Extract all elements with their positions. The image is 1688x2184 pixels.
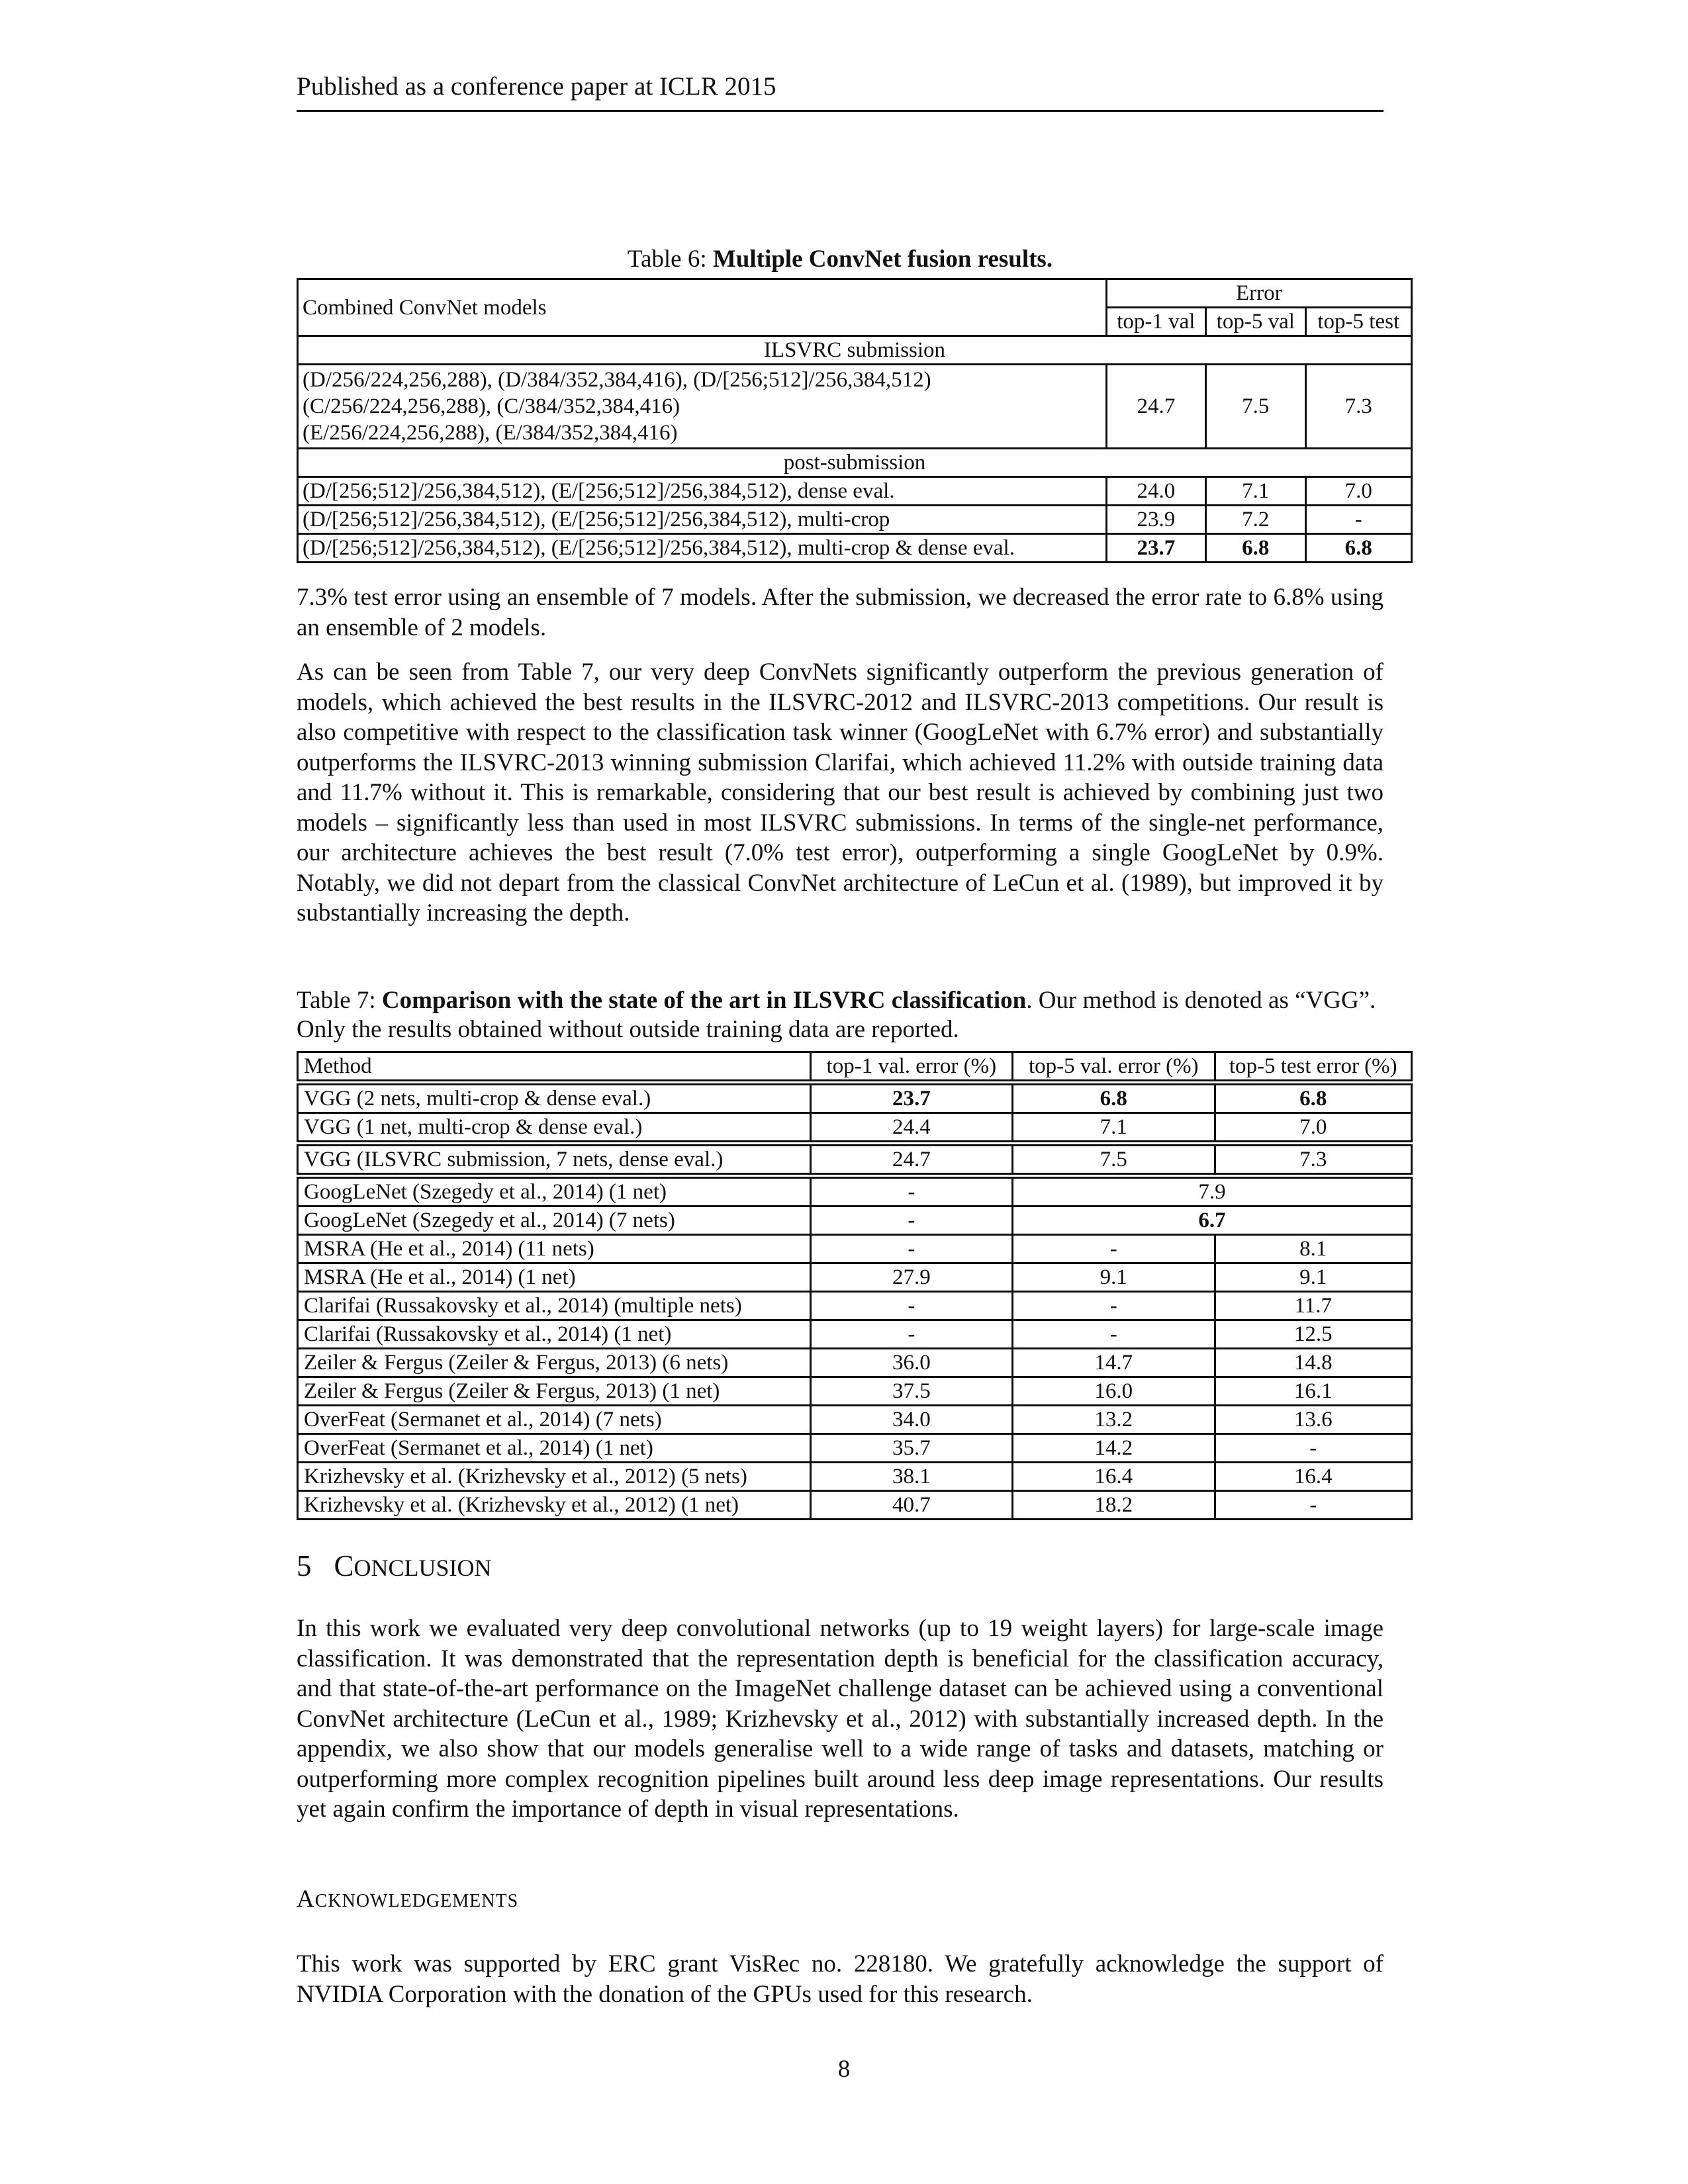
table7-top1-cell: - bbox=[810, 1176, 1012, 1206]
table7-method-cell: Krizhevsky et al. (Krizhevsky et al., 2012) (5 nets) bbox=[298, 1463, 811, 1491]
table7-top5val-cell: - bbox=[1013, 1292, 1215, 1320]
table7-row bbox=[298, 1434, 1412, 1463]
table7-top5val-cell: 7.5 bbox=[1013, 1144, 1215, 1176]
acknowledgements-rest: CKNOWLEDGEMENTS bbox=[314, 1891, 519, 1911]
paragraph-conclusion: In this work we evaluated very deep convolutional networks (up to 19 weight layers) for large-scale image classification. It was demonstrated that the representation depth is beneficial for the classification accuracy, and that state-of-the-art performance on the ImageNet challenge dataset can be achieved using a conventional ConvNet architecture (LeCun et al., 1989; Krizhevsky et al., 2012) with substantially increased depth. In the appendix, we also show that our models generalise well to a wide range of tasks and datasets, matching or outperforming more complex recognition pipelines built around less deep image representations. Our results yet again confirm the importance of depth in visual representations. bbox=[297, 1615, 1383, 1823]
table7-top5val-cell: - bbox=[1013, 1235, 1215, 1263]
section-number: 5 bbox=[297, 1549, 312, 1582]
table7-top5test-cell: 8.1 bbox=[1215, 1235, 1412, 1263]
table7-row bbox=[298, 1463, 1412, 1491]
table7-top5test-cell: - bbox=[1215, 1434, 1412, 1463]
table7-top5val-cell: 7.1 bbox=[1013, 1113, 1215, 1144]
page-number: 8 bbox=[837, 2056, 851, 2083]
table7-row bbox=[298, 1292, 1412, 1320]
table7-top5test-cell: 12.5 bbox=[1215, 1320, 1412, 1349]
table7-row bbox=[298, 1320, 1412, 1349]
table7-top1-cell: 40.7 bbox=[810, 1491, 1012, 1520]
table7 bbox=[297, 1051, 1413, 1520]
table6-section-row bbox=[298, 449, 1412, 477]
table7-top5test-cell: 13.6 bbox=[1215, 1406, 1412, 1434]
table7-top5test-cell: 9.1 bbox=[1215, 1263, 1412, 1292]
table7-method-cell: OverFeat (Sermanet et al., 2014) (1 net) bbox=[298, 1434, 811, 1463]
table6-header-models: Combined ConvNet models bbox=[298, 279, 1107, 336]
table6-top5test-cell: 7.0 bbox=[1305, 477, 1412, 506]
table6-top5test-cell: 6.8 bbox=[1305, 534, 1412, 563]
table6-top5val-cell: 6.8 bbox=[1206, 534, 1305, 563]
table6-caption-title: Multiple ConvNet fusion results. bbox=[712, 246, 1053, 273]
table7-top5test-cell: - bbox=[1215, 1491, 1412, 1520]
table7-top1-cell: 24.7 bbox=[810, 1144, 1012, 1176]
table7-top5test-cell: 6.8 bbox=[1215, 1083, 1412, 1113]
table6-top5test-cell: - bbox=[1305, 506, 1412, 534]
table7-header-method: Method bbox=[298, 1052, 811, 1083]
table7-top5val-cell: 18.2 bbox=[1013, 1491, 1215, 1520]
table7-top5val-cell: 14.2 bbox=[1013, 1434, 1215, 1463]
table7-row bbox=[298, 1235, 1412, 1263]
table6-top1-cell: 24.0 bbox=[1106, 477, 1205, 506]
table7-caption-rest: . Our method is denoted as “VGG”. Only the results obtained without outside training data are reported. bbox=[297, 987, 1376, 1043]
table7-method-cell: OverFeat (Sermanet et al., 2014) (7 nets) bbox=[298, 1406, 811, 1434]
table6-header-top5val: top-5 val bbox=[1206, 308, 1305, 336]
table7-top5val-cell: 6.8 bbox=[1013, 1083, 1215, 1113]
table7-row bbox=[298, 1113, 1412, 1144]
table7-top5val-cell: 14.7 bbox=[1013, 1349, 1215, 1377]
table7-top5test-cell: 11.7 bbox=[1215, 1292, 1412, 1320]
table6-models-cell bbox=[298, 365, 1107, 449]
table7-top5test-cell: 7.0 bbox=[1215, 1113, 1412, 1144]
table7-top5test-cell: 14.8 bbox=[1215, 1349, 1412, 1377]
table7-top5test-cell: 16.4 bbox=[1215, 1463, 1412, 1491]
table6-top5val-cell: 7.5 bbox=[1206, 365, 1305, 449]
table7-method-cell: Krizhevsky et al. (Krizhevsky et al., 2012) (1 net) bbox=[298, 1491, 811, 1520]
table6-row bbox=[298, 506, 1412, 534]
table7-top5val-cell: 13.2 bbox=[1013, 1406, 1215, 1434]
table7-top5test-cell: 7.3 bbox=[1215, 1144, 1412, 1176]
table6-top5val-cell: 7.2 bbox=[1206, 506, 1305, 534]
table7-top1-cell: 24.4 bbox=[810, 1113, 1012, 1144]
table6-caption bbox=[297, 245, 1383, 273]
table7-header-top5test: top-5 test error (%) bbox=[1215, 1052, 1412, 1083]
table7-method-cell: VGG (1 net, multi-crop & dense eval.) bbox=[298, 1113, 811, 1144]
table7-top5val-cell: 16.0 bbox=[1013, 1377, 1215, 1406]
acknowledgements-heading bbox=[297, 1885, 518, 1913]
table7-row bbox=[298, 1083, 1412, 1113]
table6-top5test-cell: 7.3 bbox=[1305, 365, 1412, 449]
table6-models-line: (D/256/224,256,288), (D/384/352,384,416), (D/[256;512]/256,384,512) bbox=[303, 368, 931, 392]
table6-models-cell: (D/[256;512]/256,384,512), (E/[256;512]/256,384,512), multi-crop bbox=[298, 506, 1107, 534]
table7-method-cell: Clarifai (Russakovsky et al., 2014) (multiple nets) bbox=[298, 1292, 811, 1320]
table7-row bbox=[298, 1349, 1412, 1377]
table7-row bbox=[298, 1377, 1412, 1406]
paragraph-comparison: As can be seen from Table 7, our very deep ConvNets significantly outperform the previous generation of models, which achieved the best results in the ILSVRC-2012 and ILSVRC-2013 competitions. Our result is also competitive with respect to the classification task winner (GoogLeNet with 6.7% error) and substantially outperforms the ILSVRC-2013 winning submission Clarifai, which achieved 11.2% with outside training data and 11.7% without it. This is remarkable, considering that our best result is achieved by combining just two models – significantly less than used in most ILSVRC submissions. In terms of the single-net performance, our architecture achieves the best result (7.0% test error), outperforming a single GoogLeNet by 0.9%. Notably, we did not depart from the classical ConvNet architecture of LeCun et al. (1989), but improved it by substantially increasing the depth. bbox=[297, 659, 1383, 927]
table7-row bbox=[298, 1406, 1412, 1434]
table7-header-top5val: top-5 val. error (%) bbox=[1013, 1052, 1215, 1083]
table7-top1-cell: - bbox=[810, 1292, 1012, 1320]
table7-top1-cell: 38.1 bbox=[810, 1463, 1012, 1491]
table6-models-line: (C/256/224,256,288), (C/384/352,384,416) bbox=[303, 394, 680, 418]
table7-top5-merged-cell: 7.9 bbox=[1013, 1176, 1412, 1206]
table7-method-cell: MSRA (He et al., 2014) (1 net) bbox=[298, 1263, 811, 1292]
paragraph-acknowledgements: This work was supported by ERC grant VisRec no. 228180. We gratefully acknowledge the support of NVIDIA Corporation with the donation of the GPUs used for this research. bbox=[297, 1950, 1383, 2008]
table7-method-cell: VGG (2 nets, multi-crop & dense eval.) bbox=[298, 1083, 811, 1113]
section-title-rest: ONCLUSION bbox=[353, 1555, 492, 1581]
table7-row bbox=[298, 1491, 1412, 1520]
table6-models-cell: (D/[256;512]/256,384,512), (E/[256;512]/256,384,512), multi-crop & dense eval. bbox=[298, 534, 1107, 563]
table7-header-row bbox=[298, 1052, 1412, 1083]
paragraph-ensemble: 7.3% test error using an ensemble of 7 models. After the submission, we decreased the error rate to 6.8% using an ensemble of 2 models. bbox=[297, 584, 1383, 641]
table6-section-row bbox=[298, 336, 1412, 365]
table7-row bbox=[298, 1144, 1412, 1176]
table7-method-cell: GoogLeNet (Szegedy et al., 2014) (7 nets) bbox=[298, 1206, 811, 1235]
table6-row bbox=[298, 534, 1412, 563]
table7-top5val-cell: 16.4 bbox=[1013, 1463, 1215, 1491]
table6-top5val-cell: 7.1 bbox=[1206, 477, 1305, 506]
table6-models-line: (E/256/224,256,288), (E/384/352,384,416) bbox=[303, 421, 678, 445]
table6-models-cell: (D/[256;512]/256,384,512), (E/[256;512]/256,384,512), dense eval. bbox=[298, 477, 1107, 506]
table7-method-cell: GoogLeNet (Szegedy et al., 2014) (1 net) bbox=[298, 1176, 811, 1206]
table7-method-cell: Zeiler & Fergus (Zeiler & Fergus, 2013) (6 nets) bbox=[298, 1349, 811, 1377]
table7-top1-cell: 34.0 bbox=[810, 1406, 1012, 1434]
table7-top1-cell: 27.9 bbox=[810, 1263, 1012, 1292]
table6 bbox=[297, 278, 1413, 563]
running-header: Published as a conference paper at ICLR 2015 bbox=[297, 71, 1383, 112]
table7-top1-cell: - bbox=[810, 1235, 1012, 1263]
table7-top5-merged-cell: 6.7 bbox=[1013, 1206, 1412, 1235]
table7-top1-cell: 23.7 bbox=[810, 1083, 1012, 1113]
table6-header-top5test: top-5 test bbox=[1305, 308, 1412, 336]
table6-top1-cell: 23.9 bbox=[1106, 506, 1205, 534]
table6-header-row bbox=[298, 279, 1412, 308]
table7-row bbox=[298, 1206, 1412, 1235]
acknowledgements-initial: A bbox=[297, 1886, 315, 1913]
table7-top1-cell: 36.0 bbox=[810, 1349, 1012, 1377]
table7-caption-prefix: Table 7: bbox=[297, 987, 382, 1014]
table6-section-post: post-submission bbox=[298, 449, 1412, 477]
table7-top1-cell: - bbox=[810, 1320, 1012, 1349]
table7-top5val-cell: - bbox=[1013, 1320, 1215, 1349]
table6-row bbox=[298, 477, 1412, 506]
table7-top1-cell: - bbox=[810, 1206, 1012, 1235]
table7-row bbox=[298, 1263, 1412, 1292]
table7-top1-cell: 35.7 bbox=[810, 1434, 1012, 1463]
table6-header-error: Error bbox=[1106, 279, 1411, 308]
table6-row bbox=[298, 365, 1412, 449]
table7-method-cell: MSRA (He et al., 2014) (11 nets) bbox=[298, 1235, 811, 1263]
table7-method-cell: VGG (ILSVRC submission, 7 nets, dense eval.) bbox=[298, 1144, 811, 1176]
table7-method-cell: Clarifai (Russakovsky et al., 2014) (1 net) bbox=[298, 1320, 811, 1349]
table7-row bbox=[298, 1176, 1412, 1206]
table7-caption-title: Comparison with the state of the art in ILSVRC classification bbox=[381, 987, 1027, 1014]
table6-section-ilsvrc: ILSVRC submission bbox=[298, 336, 1412, 365]
section-title-initial: C bbox=[334, 1549, 354, 1582]
table7-caption bbox=[297, 986, 1383, 1044]
table6-top1-cell: 24.7 bbox=[1106, 365, 1205, 449]
table7-top5test-cell: 16.1 bbox=[1215, 1377, 1412, 1406]
table6-top1-cell: 23.7 bbox=[1106, 534, 1205, 563]
table7-top1-cell: 37.5 bbox=[810, 1377, 1012, 1406]
table7-method-cell: Zeiler & Fergus (Zeiler & Fergus, 2013) (1 net) bbox=[298, 1377, 811, 1406]
table7-header-top1: top-1 val. error (%) bbox=[810, 1052, 1012, 1083]
table7-top5val-cell: 9.1 bbox=[1013, 1263, 1215, 1292]
table6-header-top1: top-1 val bbox=[1106, 308, 1205, 336]
section-heading-conclusion bbox=[297, 1549, 492, 1583]
table6-caption-prefix: Table 6: bbox=[627, 246, 713, 273]
